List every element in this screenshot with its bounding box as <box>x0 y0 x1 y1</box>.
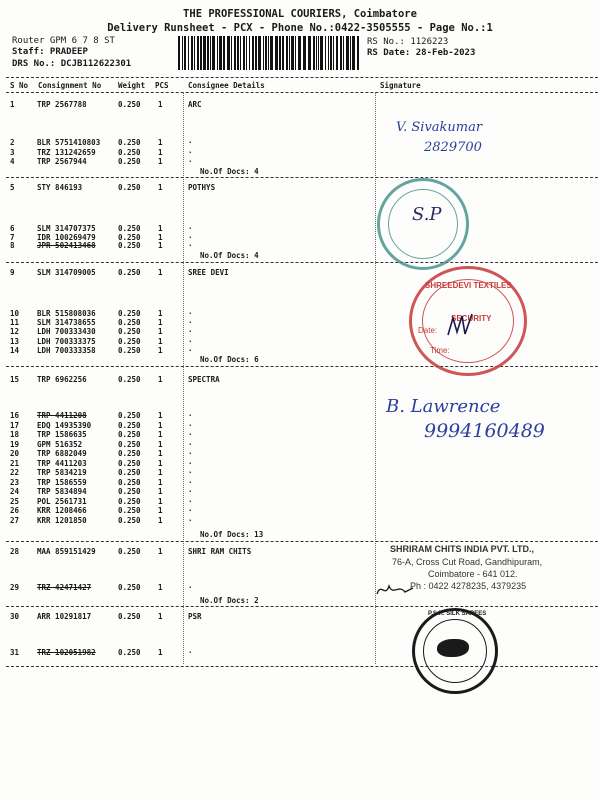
row-sno: 18 <box>10 430 20 439</box>
barcode-bar <box>207 36 209 70</box>
row-consignee-dot: · <box>188 327 193 336</box>
row-weight: 0.250 <box>118 157 141 166</box>
row-weight: 0.250 <box>118 506 141 515</box>
row-weight: 0.250 <box>118 309 141 318</box>
row-consignee-dot: · <box>188 148 193 157</box>
row-consignment-no: STY 846193 <box>37 183 83 192</box>
row-consignment-no: TRP 2567944 <box>37 157 87 166</box>
barcode-bar <box>212 36 215 70</box>
shriram-stamp-name: SHRIRAM CHITS INDIA PVT. LTD., <box>390 544 534 554</box>
row-consignment-no: GPM 516352 <box>37 440 83 449</box>
row-pcs: 1 <box>158 583 163 592</box>
row-consignment-no: TRP 1586559 <box>37 478 87 487</box>
barcode-bar <box>182 36 183 70</box>
col-consignee: Consignee Details <box>188 81 265 90</box>
row-weight: 0.250 <box>118 411 141 420</box>
barcode-bar <box>308 36 311 70</box>
row-sno: 25 <box>10 497 20 506</box>
barcode-bar <box>217 36 218 70</box>
group-docs-count: No.Of Docs: 2 <box>200 596 259 605</box>
barcode-bar <box>188 36 189 70</box>
row-consignment-no: BLR 5751410803 <box>37 138 101 147</box>
row-weight: 0.250 <box>118 224 141 233</box>
row-sno: 13 <box>10 337 20 346</box>
row-consignment-no: TRP 2567788 <box>37 100 87 109</box>
row-pcs: 1 <box>158 449 163 458</box>
row-pcs: 1 <box>158 612 163 621</box>
group-divider <box>6 177 598 178</box>
row-consignee-dot: · <box>188 468 193 477</box>
rs-number: RS No.: 1126223 <box>367 37 449 47</box>
row-consignee-dot: · <box>188 309 193 318</box>
barcode-bar <box>275 36 278 70</box>
barcode-bar <box>330 36 332 70</box>
row-weight: 0.250 <box>118 547 141 556</box>
row-consignee: ARC <box>188 100 202 109</box>
sreedevi-time: Time: <box>430 346 450 355</box>
row-consignee: POTHYS <box>188 183 216 192</box>
group-docs-count: No.Of Docs: 4 <box>200 167 259 176</box>
shriram-stamp-addr1: 76-A, Cross Cut Road, Gandhipuram, <box>392 557 543 567</box>
row-consignment-no: EDQ 14935390 <box>37 421 92 430</box>
row-weight: 0.250 <box>118 478 141 487</box>
barcode-bar <box>313 36 315 70</box>
spectra-signature-phone: 9994160489 <box>424 420 545 442</box>
barcode-bar <box>325 36 326 70</box>
runsheet-subtitle: Delivery Runsheet - PCX - Phone No.:0422-3505555 - Page No.:1 <box>107 22 493 34</box>
barcode-bar <box>328 36 329 70</box>
row-consignee-dot: · <box>188 157 193 166</box>
group-divider <box>6 262 598 263</box>
row-pcs: 1 <box>158 268 163 277</box>
row-sno: 23 <box>10 478 20 487</box>
barcode-bar <box>289 36 290 70</box>
row-pcs: 1 <box>158 346 163 355</box>
row-consignment-no: TRP 4411203 <box>37 459 87 468</box>
row-weight: 0.250 <box>118 241 141 250</box>
barcode-bar <box>298 36 301 70</box>
row-consignee-dot: · <box>188 138 193 147</box>
rs-date: RS Date: 28-Feb-2023 <box>367 48 476 58</box>
barcode-bar <box>210 36 211 70</box>
row-consignee-dot: · <box>188 337 193 346</box>
row-consignee-dot: · <box>188 497 193 506</box>
row-pcs: 1 <box>158 487 163 496</box>
row-consignee-dot: · <box>188 506 193 515</box>
row-sno: 15 <box>10 375 20 384</box>
barcode-bar <box>279 36 281 70</box>
barcode-bar <box>234 36 236 70</box>
barcode-bar <box>249 36 250 70</box>
row-weight: 0.250 <box>118 318 141 327</box>
row-weight: 0.250 <box>118 612 141 621</box>
row-sno: 5 <box>10 183 15 192</box>
row-pcs: 1 <box>158 516 163 525</box>
row-weight: 0.250 <box>118 346 141 355</box>
row-pcs: 1 <box>158 430 163 439</box>
row-consignment-no: LDH 700333358 <box>37 346 96 355</box>
row-consignment-no: SLM 314709005 <box>37 268 96 277</box>
row-pcs: 1 <box>158 375 163 384</box>
row-weight: 0.250 <box>118 449 141 458</box>
row-weight: 0.250 <box>118 183 141 192</box>
row-consignee-dot: · <box>188 487 193 496</box>
row-consignee-dot: · <box>188 478 193 487</box>
row-pcs: 1 <box>158 224 163 233</box>
row-pcs: 1 <box>158 148 163 157</box>
barcode-bar <box>316 36 317 70</box>
row-consignment-no: MAA 859151429 <box>37 547 96 556</box>
barcode-bar <box>203 36 206 70</box>
row-sno: 17 <box>10 421 20 430</box>
group-divider <box>6 541 598 542</box>
row-pcs: 1 <box>158 241 163 250</box>
row-weight: 0.250 <box>118 327 141 336</box>
row-consignment-no: TRZ 102051982 <box>37 648 96 657</box>
barcode-bar <box>303 36 306 70</box>
row-consignment-no: TRP 1586635 <box>37 430 87 439</box>
row-consignee-dot: · <box>188 583 193 592</box>
row-sno: 28 <box>10 547 20 556</box>
row-consignee-dot: · <box>188 346 193 355</box>
row-consignment-no: POL 2561731 <box>37 497 87 506</box>
col-sno: S No <box>10 81 29 90</box>
row-sno: 7 <box>10 233 15 242</box>
row-sno: 3 <box>10 148 15 157</box>
row-consignment-no: TRP 6962256 <box>37 375 87 384</box>
barcode-bar <box>340 36 342 70</box>
row-pcs: 1 <box>158 459 163 468</box>
barcode-bar <box>223 36 225 70</box>
row-pcs: 1 <box>158 337 163 346</box>
barcode-bar <box>231 36 232 70</box>
barcode-bar <box>243 36 245 70</box>
barcode-bar <box>191 36 193 70</box>
row-sno: 16 <box>10 411 20 420</box>
row-weight: 0.250 <box>118 100 141 109</box>
group-divider <box>6 606 598 607</box>
row-pcs: 1 <box>158 497 163 506</box>
barcode-bar <box>320 36 323 70</box>
row-pcs: 1 <box>158 327 163 336</box>
row-consignment-no: TRP 6882049 <box>37 449 87 458</box>
row-weight: 0.250 <box>118 440 141 449</box>
barcode-bar <box>318 36 319 70</box>
row-pcs: 1 <box>158 478 163 487</box>
row-sno: 6 <box>10 224 15 233</box>
row-consignment-no: LDH 700333430 <box>37 327 96 336</box>
row-weight: 0.250 <box>118 430 141 439</box>
col-weight: Weight <box>118 81 146 90</box>
row-consignment-no: TRP 5834894 <box>37 487 87 496</box>
barcode-bar <box>291 36 294 70</box>
row-pcs: 1 <box>158 547 163 556</box>
row-sno: 24 <box>10 487 20 496</box>
row-sno: 27 <box>10 516 20 525</box>
row-consignee-dot: · <box>188 233 193 242</box>
row-consignee-dot: · <box>188 411 193 420</box>
row-consignment-no: KRR 1208466 <box>37 506 87 515</box>
row-consignment-no: BLR 515808036 <box>37 309 96 318</box>
barcode-bar <box>282 36 284 70</box>
arc-signature-number: 2829700 <box>424 140 482 155</box>
row-sno: 4 <box>10 157 15 166</box>
row-weight: 0.250 <box>118 138 141 147</box>
barcode-bar <box>184 36 186 70</box>
pothys-signature: S.P <box>412 204 442 225</box>
row-sno: 19 <box>10 440 20 449</box>
barcode-bar <box>268 36 269 70</box>
row-sno: 10 <box>10 309 20 318</box>
row-sno: 2 <box>10 138 15 147</box>
row-pcs: 1 <box>158 506 163 515</box>
spectra-signature-name: B. Lawrence <box>386 396 501 417</box>
sreedevi-date: Date: <box>418 326 438 335</box>
row-weight: 0.250 <box>118 468 141 477</box>
row-weight: 0.250 <box>118 583 141 592</box>
row-weight: 0.250 <box>118 268 141 277</box>
barcode-bar <box>227 36 230 70</box>
shriram-stamp-phone: Ph : 0422 4278235, 4379235 <box>410 581 527 591</box>
row-pcs: 1 <box>158 233 163 242</box>
psr-stamp-text: P.S.R. SILK SAREES <box>428 611 487 617</box>
col-pcs: PCS <box>155 81 169 90</box>
sreedevi-stamp-text: SHREEDEVI TEXTILES <box>425 281 512 290</box>
col-signature: Signature <box>380 81 421 90</box>
row-consignee-dot: · <box>188 224 193 233</box>
barcode-bar <box>219 36 222 70</box>
barcode-bar <box>346 36 349 70</box>
barcode-bar <box>333 36 334 70</box>
row-consignee-dot: · <box>188 459 193 468</box>
row-sno: 9 <box>10 268 15 277</box>
barcode-bar <box>237 36 239 70</box>
row-consignment-no: TRZ 131242659 <box>37 148 96 157</box>
barcode-bar <box>357 36 359 70</box>
row-consignment-no: TRP 4411208 <box>37 411 87 420</box>
row-weight: 0.250 <box>118 497 141 506</box>
barcode-bar <box>265 36 267 70</box>
psr-stamp <box>412 608 498 694</box>
row-consignee-dot: · <box>188 241 193 250</box>
barcode-bar <box>258 36 261 70</box>
barcode-bar <box>194 36 195 70</box>
row-sno: 14 <box>10 346 20 355</box>
row-consignee-dot: · <box>188 516 193 525</box>
row-sno: 11 <box>10 318 20 327</box>
barcode-bar <box>246 36 247 70</box>
company-title: THE PROFESSIONAL COURIERS, Coimbatore <box>183 8 417 20</box>
row-sno: 8 <box>10 241 15 250</box>
barcode-bar <box>240 36 241 70</box>
row-pcs: 1 <box>158 648 163 657</box>
barcode-bar <box>200 36 202 70</box>
drs-number: DRS No.: DCJB112622301 <box>12 59 132 69</box>
row-consignee: SHRI RAM CHITS <box>188 547 252 556</box>
barcode-bar <box>286 36 288 70</box>
row-weight: 0.250 <box>118 648 141 657</box>
row-pcs: 1 <box>158 318 163 327</box>
row-consignment-no: SLM 314738655 <box>37 318 96 327</box>
row-consignee-dot: · <box>188 421 193 430</box>
row-weight: 0.250 <box>118 148 141 157</box>
sreedevi-signature-scribble <box>445 310 475 340</box>
row-consignment-no: ARR 10291817 <box>37 612 92 621</box>
group-divider <box>6 666 598 667</box>
row-consignee-dot: · <box>188 440 193 449</box>
row-pcs: 1 <box>158 421 163 430</box>
row-consignment-no: JPR 502413468 <box>37 241 96 250</box>
router-label: Router GPM 6 7 8 ST <box>12 36 115 46</box>
barcode <box>178 36 363 72</box>
row-consignee: SREE DEVI <box>188 268 229 277</box>
group-divider <box>6 366 598 367</box>
row-sno: 12 <box>10 327 20 336</box>
row-pcs: 1 <box>158 440 163 449</box>
row-pcs: 1 <box>158 468 163 477</box>
barcode-bar <box>336 36 338 70</box>
row-weight: 0.250 <box>118 516 141 525</box>
row-sno: 21 <box>10 459 20 468</box>
row-sno: 22 <box>10 468 20 477</box>
row-pcs: 1 <box>158 183 163 192</box>
barcode-bar <box>270 36 273 70</box>
row-consignment-no: LDH 700333375 <box>37 337 96 346</box>
row-consignment-no: TRZ 42471427 <box>37 583 92 592</box>
row-consignee-dot: · <box>188 430 193 439</box>
row-consignee-dot: · <box>188 648 193 657</box>
row-consignee-dot: · <box>188 318 193 327</box>
barcode-bar <box>352 36 355 70</box>
row-consignment-no: TRP 5834219 <box>37 468 87 477</box>
row-sno: 26 <box>10 506 20 515</box>
barcode-bar <box>263 36 264 70</box>
row-weight: 0.250 <box>118 487 141 496</box>
row-sno: 1 <box>10 100 15 109</box>
row-consignment-no: KRR 1201850 <box>37 516 87 525</box>
row-weight: 0.250 <box>118 421 141 430</box>
row-sno: 31 <box>10 648 20 657</box>
row-consignment-no: SLM 314707375 <box>37 224 96 233</box>
row-pcs: 1 <box>158 100 163 109</box>
barcode-bar <box>197 36 199 70</box>
barcode-bar <box>178 36 180 70</box>
staff-label: Staff: PRADEEP <box>12 47 88 57</box>
shriram-signature-scribble <box>375 578 415 600</box>
row-weight: 0.250 <box>118 459 141 468</box>
row-consignee-dot: · <box>188 449 193 458</box>
barcode-bar <box>252 36 254 70</box>
row-sno: 29 <box>10 583 20 592</box>
barcode-bar <box>255 36 257 70</box>
row-weight: 0.250 <box>118 233 141 242</box>
arc-signature-name: V. Sivakumar <box>396 120 483 135</box>
row-pcs: 1 <box>158 309 163 318</box>
group-docs-count: No.Of Docs: 13 <box>200 530 264 539</box>
group-docs-count: No.Of Docs: 6 <box>200 355 259 364</box>
barcode-bar <box>350 36 351 70</box>
row-consignee: SPECTRA <box>188 375 220 384</box>
barcode-bar <box>295 36 296 70</box>
row-pcs: 1 <box>158 138 163 147</box>
row-weight: 0.250 <box>118 375 141 384</box>
row-pcs: 1 <box>158 411 163 420</box>
row-consignment-no: IDR 100269479 <box>37 233 96 242</box>
sreedevi-security: SECURITY <box>451 314 492 323</box>
row-consignee: PSR <box>188 612 202 621</box>
shriram-stamp-addr2: Coimbatore - 641 012. <box>428 569 518 579</box>
col-consignment: Consignment No <box>38 81 102 90</box>
row-pcs: 1 <box>158 157 163 166</box>
row-sno: 20 <box>10 449 20 458</box>
group-docs-count: No.Of Docs: 4 <box>200 251 259 260</box>
barcode-bar <box>343 36 344 70</box>
row-weight: 0.250 <box>118 337 141 346</box>
row-sno: 30 <box>10 612 20 621</box>
